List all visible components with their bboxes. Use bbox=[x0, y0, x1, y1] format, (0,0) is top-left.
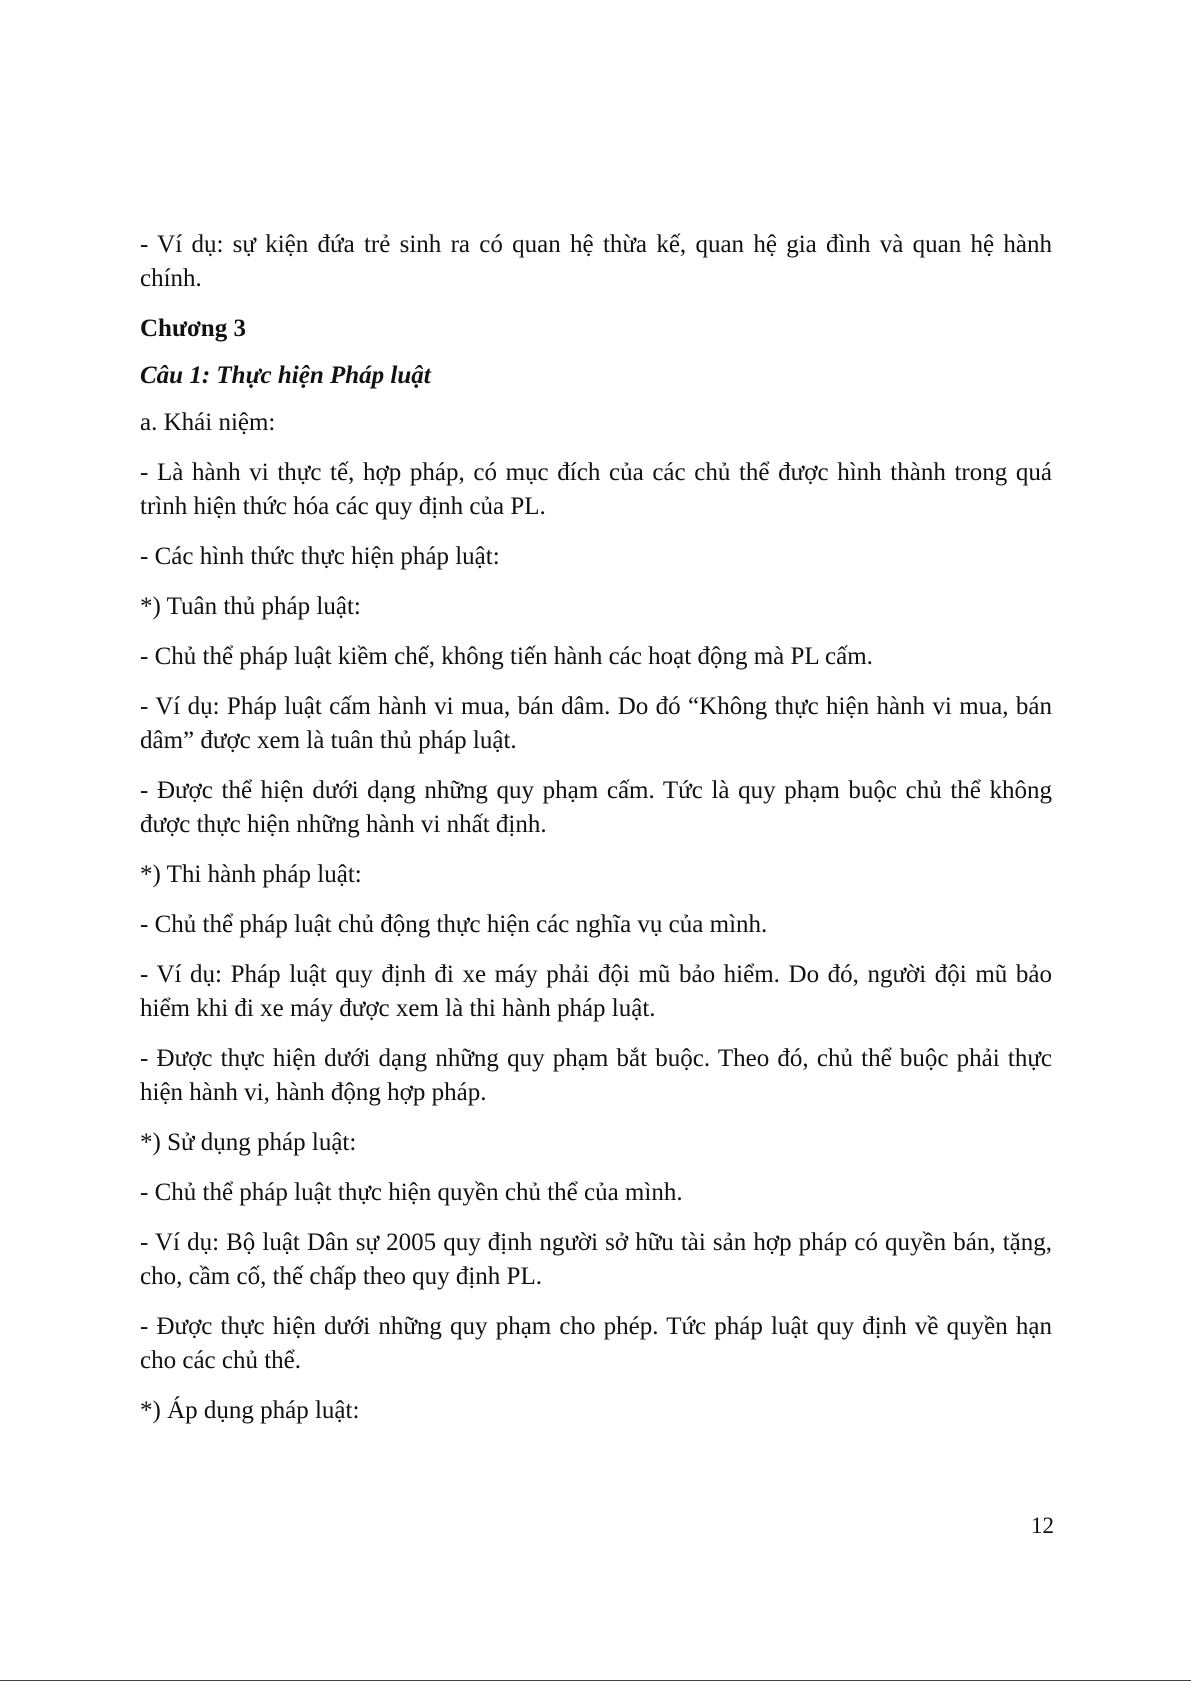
compliance-desc: - Chủ thể pháp luật kiềm chế, không tiến hành các hoạt động mà PL cấm. bbox=[140, 643, 873, 670]
usage-desc: - Chủ thể pháp luật thực hiện quyền chủ thể của mình. bbox=[140, 1179, 683, 1206]
section-execution: *) Thi hành pháp luật: bbox=[140, 861, 362, 888]
forms-intro: - Các hình thức thực hiện pháp luật: bbox=[140, 543, 500, 570]
section-compliance: *) Tuân thủ pháp luật: bbox=[140, 593, 361, 620]
execution-form: - Được thực hiện dưới dạng những quy phạm bắt buộc. Theo đó, chủ thể buộc phải thực hiện hành vi, hành động hợp pháp. bbox=[140, 1045, 1052, 1106]
example-paragraph: - Ví dụ: sự kiện đứa trẻ sinh ra có quan hệ thừa kế, quan hệ gia đình và quan hệ hành chính. bbox=[140, 231, 1052, 292]
definition-paragraph: - Là hành vi thực tế, hợp pháp, có mục đích của các chủ thể được hình thành trong quá trình hiện thức hóa các quy định của PL. bbox=[140, 459, 1052, 520]
usage-example: - Ví dụ: Bộ luật Dân sự 2005 quy định người sở hữu tài sản hợp pháp có quyền bán, tặng, cho, cầm cố, thế chấp theo quy định PL. bbox=[140, 1229, 1052, 1290]
chapter-heading: Chương 3 bbox=[140, 315, 246, 342]
concept-label: a. Khái niệm: bbox=[140, 409, 276, 436]
question-heading: Câu 1: Thực hiện Pháp luật bbox=[140, 362, 431, 389]
usage-form: - Được thực hiện dưới những quy phạm cho phép. Tức pháp luật quy định về quyền hạn cho các chủ thể. bbox=[140, 1313, 1052, 1374]
section-application: *) Áp dụng pháp luật: bbox=[140, 1397, 360, 1424]
compliance-example: - Ví dụ: Pháp luật cấm hành vi mua, bán dâm. Do đó “Không thực hiện hành vi mua, bán dâm” được xem là tuân thủ pháp luật. bbox=[140, 693, 1052, 754]
section-usage: *) Sử dụng pháp luật: bbox=[140, 1129, 357, 1156]
page-number: 12 bbox=[1031, 1513, 1054, 1538]
compliance-form: - Được thể hiện dưới dạng những quy phạm cấm. Tức là quy phạm buộc chủ thể không được thực hiện những hành vi nhất định. bbox=[140, 777, 1052, 838]
page-content bbox=[140, 228, 1052, 1444]
execution-desc: - Chủ thể pháp luật chủ động thực hiện các nghĩa vụ của mình. bbox=[140, 911, 768, 938]
execution-example: - Ví dụ: Pháp luật quy định đi xe máy phải đội mũ bảo hiểm. Do đó, người đội mũ bảo hiểm khi đi xe máy được xem là thi hành pháp luật. bbox=[140, 961, 1052, 1022]
bottom-divider bbox=[0, 1680, 1191, 1681]
